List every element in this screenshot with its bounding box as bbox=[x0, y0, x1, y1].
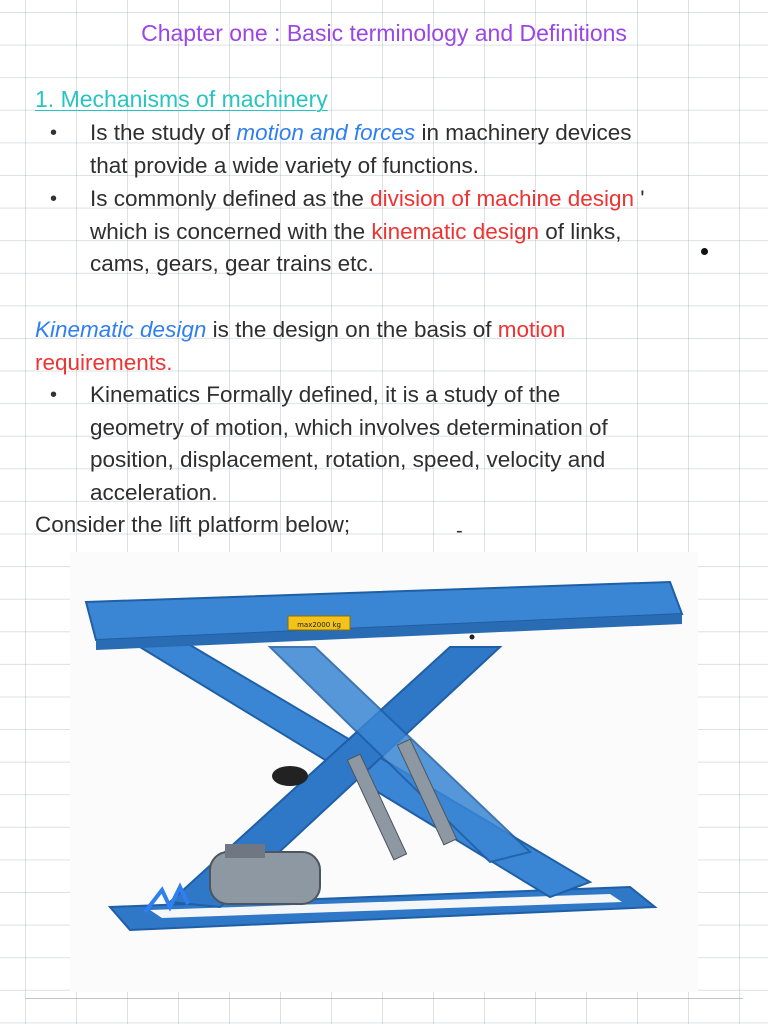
emphasis-motion-forces: motion and forces bbox=[236, 120, 416, 145]
red-kinematic-design: kinematic design bbox=[371, 218, 539, 244]
page-bottom-rule bbox=[25, 998, 743, 999]
bullet-kinematics-definition: Kinematics Formally defined, it is a study of the geometry of motion, which involves determination of position, displacement, rotation, speed, velocity and acceleration. bbox=[90, 382, 608, 505]
bullet-marker: • bbox=[50, 384, 58, 406]
bullet-division-definition: Is commonly defined as the division of machine design ' which is concerned with the kinematic design of links, cams, gears, gear trains etc. bbox=[90, 186, 645, 277]
pen-scribble bbox=[272, 766, 308, 786]
bullet-marker: • bbox=[50, 122, 58, 144]
electric-motor bbox=[210, 852, 320, 904]
term-kinematic-design: Kinematic design bbox=[35, 317, 207, 342]
section-heading: 1. Mechanisms of machinery bbox=[35, 86, 328, 112]
red-division-machine-design: division of machine design bbox=[370, 186, 635, 211]
pen-dash-mark: - bbox=[456, 520, 463, 542]
scissor-lift-illustration bbox=[70, 552, 698, 992]
bullet-mechanisms-study: Is the study of motion and forces in machinery devices that provide a wide variety of functions. bbox=[90, 120, 632, 178]
lift-platform-figure bbox=[70, 552, 698, 992]
kinematic-design-paragraph: Kinematic design is the design on the basis of motion requirements. bbox=[35, 317, 566, 375]
bullet-marker: • bbox=[50, 188, 58, 210]
page-title: Chapter one : Basic terminology and Definitions bbox=[141, 20, 627, 46]
consider-line: Consider the lift platform below; bbox=[35, 512, 351, 537]
load-plate-label: max2000 kg bbox=[297, 621, 341, 629]
ink-dot bbox=[701, 248, 708, 255]
scissor-arm-rear-2 bbox=[270, 647, 530, 862]
pen-dot bbox=[470, 635, 475, 640]
